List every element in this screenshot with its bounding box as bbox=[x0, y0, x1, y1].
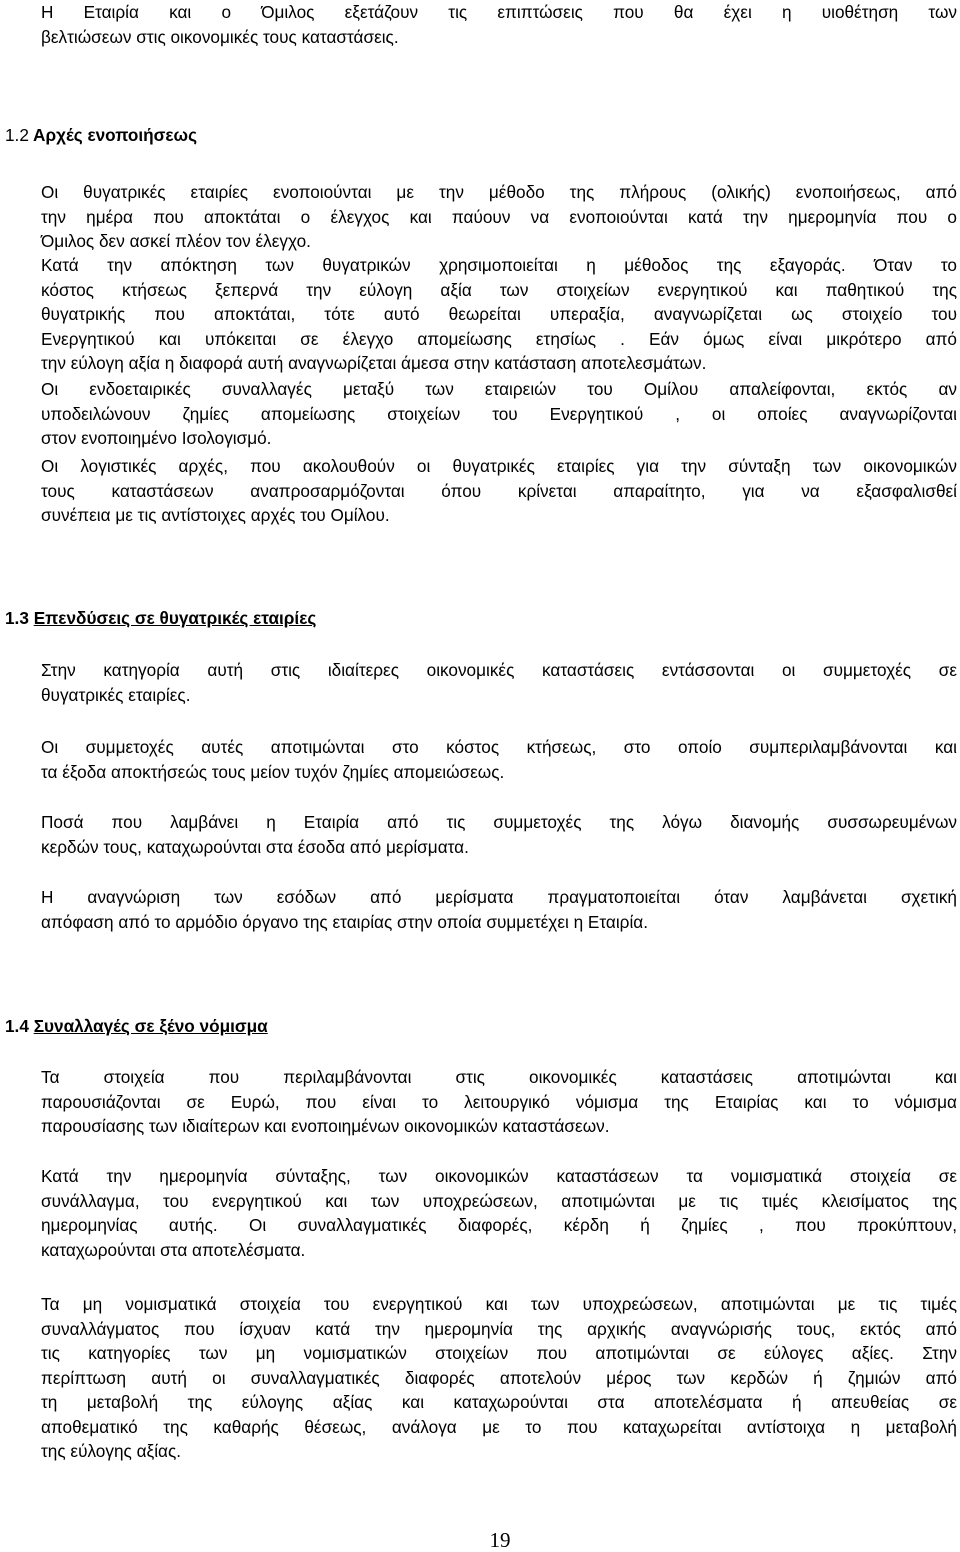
paragraph-line: Κατά την απόκτηση των θυγατρικών χρησιμοποιείται η μέθοδος της εξαγοράς. Όταν το bbox=[41, 255, 957, 275]
paragraph-line: Η αναγνώριση των εσόδων από μερίσματα πραγματοποιείται όταν λαμβάνεται σχετική bbox=[41, 887, 957, 907]
section-title: Επενδύσεις σε θυγατρικές εταιρίες bbox=[33, 608, 317, 628]
paragraph-line: Ενεργητικού και υπόκειται σε έλεγχο απομείωσης ετησίως . Εάν όμως είναι μικρότερο από bbox=[41, 328, 957, 349]
consolidation-paragraph-2 bbox=[41, 253, 957, 376]
paragraph-line: καταχωρούνται στα αποτελέσματα. bbox=[41, 1239, 306, 1260]
paragraph-line: κερδών τους, καταχωρούνται στα έσοδα από μερίσματα. bbox=[41, 836, 469, 857]
paragraph-line: θυγατρικές εταιρίες. bbox=[41, 684, 191, 705]
section-number: 1.3 bbox=[5, 608, 29, 628]
paragraph-line: ημερομηνίας αυτής. Οι συναλλαγματικές διαφορές, κέρδη ή ζημίες , που προκύπτουν, bbox=[41, 1215, 957, 1235]
consolidation-paragraph-4 bbox=[41, 454, 957, 528]
paragraph-line: Τα μη νομισματικά στοιχεία του ενεργητικού και των υποχρεώσεων, αποτιμώνται με τις τιμές bbox=[41, 1294, 957, 1314]
paragraph-line: συνέπεια με τις αντίστοιχες αρχές του Ομίλου. bbox=[41, 505, 390, 525]
section-heading-1-2 bbox=[5, 123, 197, 148]
paragraph-line: παρουσίασης των ιδιαίτερων και ενοποιημένων οικονομικών καταστάσεων. bbox=[41, 1116, 610, 1136]
paragraph-line: τους καταστάσεων αναπροσαρμόζονται όπου κρίνεται απαραίτητο, για να εξασφαλισθεί bbox=[41, 480, 957, 501]
paragraph-line: Ποσά που λαμβάνει η Εταιρία από τις συμμετοχές της λόγω διανομής συσσωρευμένων bbox=[41, 812, 957, 832]
paragraph-line: Τα στοιχεία που περιλαμβάνονται στις οικονομικές καταστάσεις αποτιμώνται και bbox=[41, 1067, 957, 1087]
paragraph-line: τις κατηγορίες των μη νομισματικών στοιχείων που αποτιμώνται σε εύλογες αξίες. Στην bbox=[41, 1343, 957, 1363]
section-number: 1.4 bbox=[5, 1016, 29, 1036]
currency-paragraph-3 bbox=[41, 1292, 957, 1464]
section-number: 1.2 bbox=[5, 125, 29, 145]
investments-paragraph-1 bbox=[41, 658, 957, 707]
section-title: Συναλλαγές σε ξένο νόμισμα bbox=[33, 1016, 268, 1036]
currency-paragraph-1 bbox=[41, 1065, 957, 1139]
paragraph-line: παρουσιάζονται σε Ευρώ, που είναι το λειτουργικό νόμισμα της Εταιρίας και το νόμισμα bbox=[41, 1091, 957, 1112]
section-heading-1-3 bbox=[5, 606, 316, 631]
paragraph-line: την εύλογη αξία η διαφορά αυτή αναγνωρίζεται άμεσα στην κατάσταση αποτελεσμάτων. bbox=[41, 353, 707, 373]
paragraph-line: την ημέρα που αποκτάται ο έλεγχος και παύουν να ενοποιούνται κατά την ημερομηνία που ο bbox=[41, 206, 957, 227]
paragraph-line: περίπτωση αυτή οι συναλλαγματικές διαφορές αποτελούν μέρος των κερδών ή ζημιών από bbox=[41, 1367, 957, 1388]
paragraph-line: Οι λογιστικές αρχές, που ακολουθούν οι θυγατρικές εταιρίες για την σύνταξη των οικονομικών bbox=[41, 456, 957, 476]
paragraph-line: της εύλογης αξίας. bbox=[41, 1441, 182, 1461]
paragraph-line: Οι ενδοεταιρικές συναλλαγές μεταξύ των εταιρειών του Ομίλου απαλείφονται, εκτός αν bbox=[41, 379, 957, 399]
paragraph-line: στον ενοποιημένο Ισολογισμό. bbox=[41, 428, 272, 448]
paragraph-line: υποδειλώνουν ζημίες απομείωσης στοιχείων του Ενεργητικού , οι οποίες αναγνωρίζονται bbox=[41, 403, 957, 424]
consolidation-paragraph-1 bbox=[41, 180, 957, 254]
paragraph-line: τα έξοδα αποκτήσεώς τους μείον τυχόν ζημίες απομειώσεως. bbox=[41, 761, 505, 782]
paragraph-line: Όμιλος δεν ασκεί πλέον τον έλεγχο. bbox=[41, 231, 311, 251]
paragraph-line: βελτιώσεων στις οικονομικές τους καταστάσεις. bbox=[41, 26, 399, 47]
page-number: 19 bbox=[489, 1528, 511, 1552]
intro-paragraph bbox=[41, 0, 957, 49]
investments-paragraph-4 bbox=[41, 885, 957, 934]
paragraph-line: κόστος κτήσεως ξεπερνά την εύλογη αξία των στοιχείων ενεργητικού και παθητικού της bbox=[41, 279, 957, 300]
paragraph-line: απόφαση από το αρμόδιο όργανο της εταιρίας στην οποία συμμετέχει η Εταιρία. bbox=[41, 911, 648, 932]
paragraph-line: Στην κατηγορία αυτή στις ιδιαίτερες οικονομικές καταστάσεις εντάσσονται οι συμμετοχές σε bbox=[41, 660, 957, 680]
paragraph-line: Η Εταιρία και ο Όμιλος εξετάζουν τις επιπτώσεις που θα έχει η υιοθέτηση των bbox=[41, 2, 957, 22]
paragraph-line: θυγατρικής που αποκτάται, τότε αυτό θεωρείται υπεραξία, αναγνωρίζεται ως στοιχείο του bbox=[41, 304, 957, 324]
paragraph-line: Οι θυγατρικές εταιρίες ενοποιούνται με την μέθοδο της πλήρους (ολικής) ενοποιήσεως, από bbox=[41, 182, 957, 202]
paragraph-line: Κατά την ημερομηνία σύνταξης, των οικονομικών καταστάσεων τα νομισματικά στοιχεία σε bbox=[41, 1166, 957, 1186]
investments-paragraph-2 bbox=[41, 735, 957, 784]
paragraph-line: Οι συμμετοχές αυτές αποτιμώνται στο κόστος κτήσεως, στο οποίο συμπεριλαμβάνονται και bbox=[41, 737, 957, 757]
investments-paragraph-3 bbox=[41, 810, 957, 859]
paragraph-line: τη μεταβολή της εύλογης αξίας και καταχωρούνται στα αποτελέσματα ή απευθείας σε bbox=[41, 1392, 957, 1412]
paragraph-line: συνάλλαγμα, του ενεργητικού και των υποχρεώσεων, αποτιμώνται με τις τιμές κλεισίματος της bbox=[41, 1190, 957, 1211]
section-heading-1-4 bbox=[5, 1014, 268, 1039]
currency-paragraph-2 bbox=[41, 1164, 957, 1262]
section-title: Αρχές ενοποιήσεως bbox=[33, 125, 198, 145]
paragraph-line: συναλλάγματος που ίσχυαν κατά την ημερομηνία της αρχικής αναγνώρισής τους, εκτός από bbox=[41, 1318, 957, 1339]
consolidation-paragraph-3 bbox=[41, 377, 957, 451]
paragraph-line: αποθεματικό της καθαρής θέσεως, ανάλογα με το που καταχωρείται αντίστοιχα η μεταβολή bbox=[41, 1416, 957, 1437]
